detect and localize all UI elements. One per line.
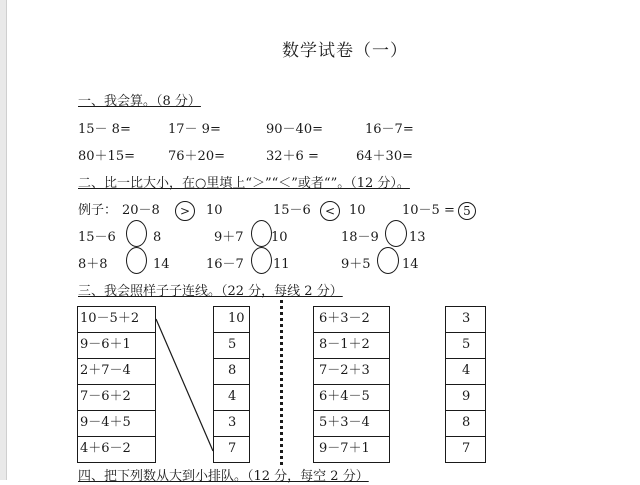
answer-cell[interactable]: 7 xyxy=(213,436,250,463)
expr-cell[interactable]: 10－5＋2 xyxy=(77,306,156,333)
compare-right: 13 xyxy=(409,230,426,245)
compare-left: 9＋5 xyxy=(341,257,371,272)
compare-left: 16－7 xyxy=(206,257,244,272)
calc-item: 90－40= xyxy=(266,122,323,137)
expr-cell[interactable]: 4＋6－2 xyxy=(77,436,156,463)
compare-right: 10 xyxy=(349,203,366,218)
answer-cell[interactable]: 5 xyxy=(445,332,486,359)
calc-item: 16－7= xyxy=(365,122,414,137)
expr-cell[interactable]: 7－6＋2 xyxy=(77,384,156,411)
answer-cell[interactable]: 5 xyxy=(213,332,250,359)
example-label: 例子： xyxy=(78,203,118,218)
calc-item: 64＋30= xyxy=(356,149,413,164)
compare-answer: < xyxy=(324,204,336,218)
section-4-heading: 四、把下列数从大到小排队。（12 分，每空 2 分） xyxy=(78,469,369,484)
answer-cell[interactable]: 4 xyxy=(445,358,486,385)
calc-item: 17－ 9= xyxy=(168,122,221,137)
answer-cell[interactable]: 8 xyxy=(445,410,486,437)
answer-cell[interactable]: 7 xyxy=(445,436,486,463)
section-1-heading: 一、我会算。（8 分） xyxy=(78,94,201,109)
calc-item: 76＋20= xyxy=(168,149,225,164)
section-2-heading: 二、比一比大小，在○里填上“＞”“＜”或者“”。（12 分）。 xyxy=(78,176,410,191)
answer-cell[interactable]: 3 xyxy=(213,410,250,437)
answer-cell[interactable]: 8 xyxy=(213,358,250,385)
expr-cell[interactable]: 5＋3－4 xyxy=(313,410,390,437)
compare-left: 18－9 xyxy=(341,230,379,245)
compare-left: 15－6 xyxy=(273,203,311,218)
divider-dotted-line xyxy=(280,300,283,465)
expr-cell[interactable]: 9－7＋1 xyxy=(313,436,390,463)
answer-cell[interactable]: 3 xyxy=(445,306,486,333)
expr-cell[interactable]: 8－1＋2 xyxy=(313,332,390,359)
calc-item: 32＋6 = xyxy=(266,149,319,164)
section-3-heading: 三、我会照样子子连线。（22 分，每线 2 分） xyxy=(78,284,343,299)
expr-cell[interactable]: 7－2＋3 xyxy=(313,358,390,385)
expr-cell[interactable]: 6＋3－2 xyxy=(313,306,390,333)
page-title: 数学试卷（一） xyxy=(282,41,408,61)
compare-right: 14 xyxy=(153,257,170,272)
expr-cell[interactable]: 9－6＋1 xyxy=(77,332,156,359)
expr-cell[interactable]: 2＋7－4 xyxy=(77,358,156,385)
compare-right: 10 xyxy=(271,230,288,245)
answer-cell[interactable]: 10 xyxy=(213,306,250,333)
expr-cell[interactable]: 9－4＋5 xyxy=(77,410,156,437)
answer-cell[interactable]: 4 xyxy=(213,384,250,411)
compare-left: 8＋8 xyxy=(78,257,108,272)
calc-item: 80＋15= xyxy=(78,149,135,164)
compare-left: 20－8 xyxy=(122,203,160,218)
compare-right: 11 xyxy=(273,257,290,272)
expr-cell[interactable]: 6＋4－5 xyxy=(313,384,390,411)
compare-answer: > xyxy=(179,204,191,218)
compare-right: 10 xyxy=(206,203,223,218)
calc-item: 15－ 8= xyxy=(78,122,131,137)
compare-left: 15－6 xyxy=(78,230,116,245)
answer-cell[interactable]: 9 xyxy=(445,384,486,411)
compare-right: 8 xyxy=(153,230,162,245)
compare-answer: 5 xyxy=(463,204,471,218)
compare-right: 14 xyxy=(402,257,419,272)
compare-left: 10－5 = xyxy=(402,203,455,218)
compare-left: 9＋7 xyxy=(214,230,244,245)
